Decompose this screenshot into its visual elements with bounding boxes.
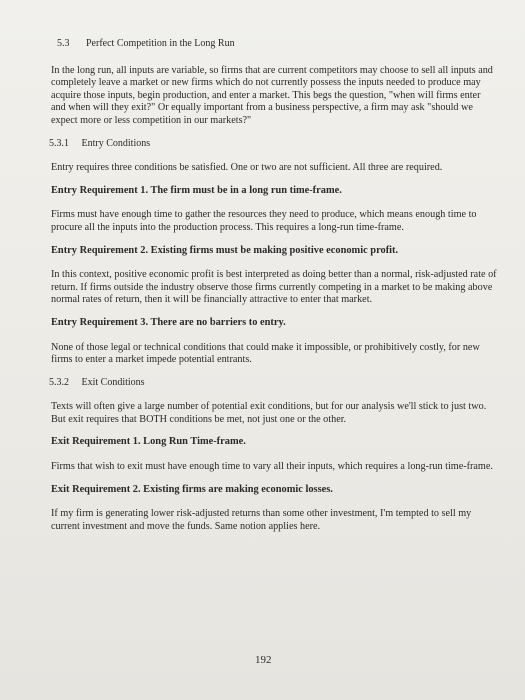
- entry-subheading: [49, 138, 497, 151]
- page-content: [47, 38, 497, 543]
- entry-number: 5.3.1: [49, 137, 69, 149]
- exit-number: 5.3.2: [49, 376, 69, 388]
- exit-subheading: [49, 377, 497, 390]
- exit-requirement-1-text: Firms that wish to exit must have enough time to vary all their inputs, which requires a long-run time-frame.: [51, 461, 493, 473]
- entry-requirement-3-text: None of those legal or technical conditions that could make it impossible, or prohibitively costly, for new firms to enter a market impede potential entrants.: [51, 341, 480, 366]
- entry-requirement-1: Entry Requirement 1. The firm must be in a long run time-frame.: [51, 184, 342, 196]
- entry-title: Entry Conditions: [81, 137, 151, 149]
- section-heading: [57, 38, 497, 51]
- exit-requirement-2: Exit Requirement 2. Existing firms are making economic losses.: [51, 483, 333, 495]
- exit-requirement-1: Exit Requirement 1. Long Run Time-frame.: [51, 436, 246, 448]
- entry-requirement-1-text: Firms must have enough time to gather the resources they need to produce, which means enough time to procure all the inputs into the production process. This requires a long-run time-frame.: [51, 209, 477, 233]
- exit-requirement-2-text: If my firm is generating lower risk-adjusted returns than some other investment, I'm tempted to sell my current investment and move the funds. Same notion applies here.: [51, 508, 472, 532]
- section-number: 5.3: [57, 38, 70, 49]
- intro-paragraph: In the long run, all inputs are variable, so firms that are current competitors may choose to sell all inputs and completely leave a market or new firms which do not currently possess the inputs needed to produce may acquire those inputs, begin production, and enter a market. This begs the question, "when will firms enter and when will they exit?" Or equally important from a business perspective, a firm may ask "should we expect more or less competition in our markets?": [51, 64, 493, 126]
- entry-requirement-3: Entry Requirement 3. There are no barriers to entry.: [51, 316, 286, 328]
- exit-intro: Texts will often give a large number of potential exit conditions, but for our analysis we'll stick to just two. But exit requires that BOTH conditions be met, not just one or the other.: [51, 401, 487, 425]
- exit-title: Exit Conditions: [81, 376, 145, 388]
- page-number: 192: [255, 654, 272, 666]
- entry-intro: Entry requires three conditions be satisfied. One or two are not sufficient. All three are required.: [51, 162, 443, 174]
- entry-requirement-2-text: In this context, positive economic profit is best interpreted as doing better than a normal, risk-adjusted rate of return. If firms outside the industry observe those firms currently competing in a market to be making above normal rates of return, then it will be financially attractive to enter that market.: [51, 269, 497, 306]
- section-title: Perfect Competition in the Long Run: [86, 38, 235, 49]
- entry-requirement-2: Entry Requirement 2. Existing firms must be making positive economic profit.: [51, 244, 399, 256]
